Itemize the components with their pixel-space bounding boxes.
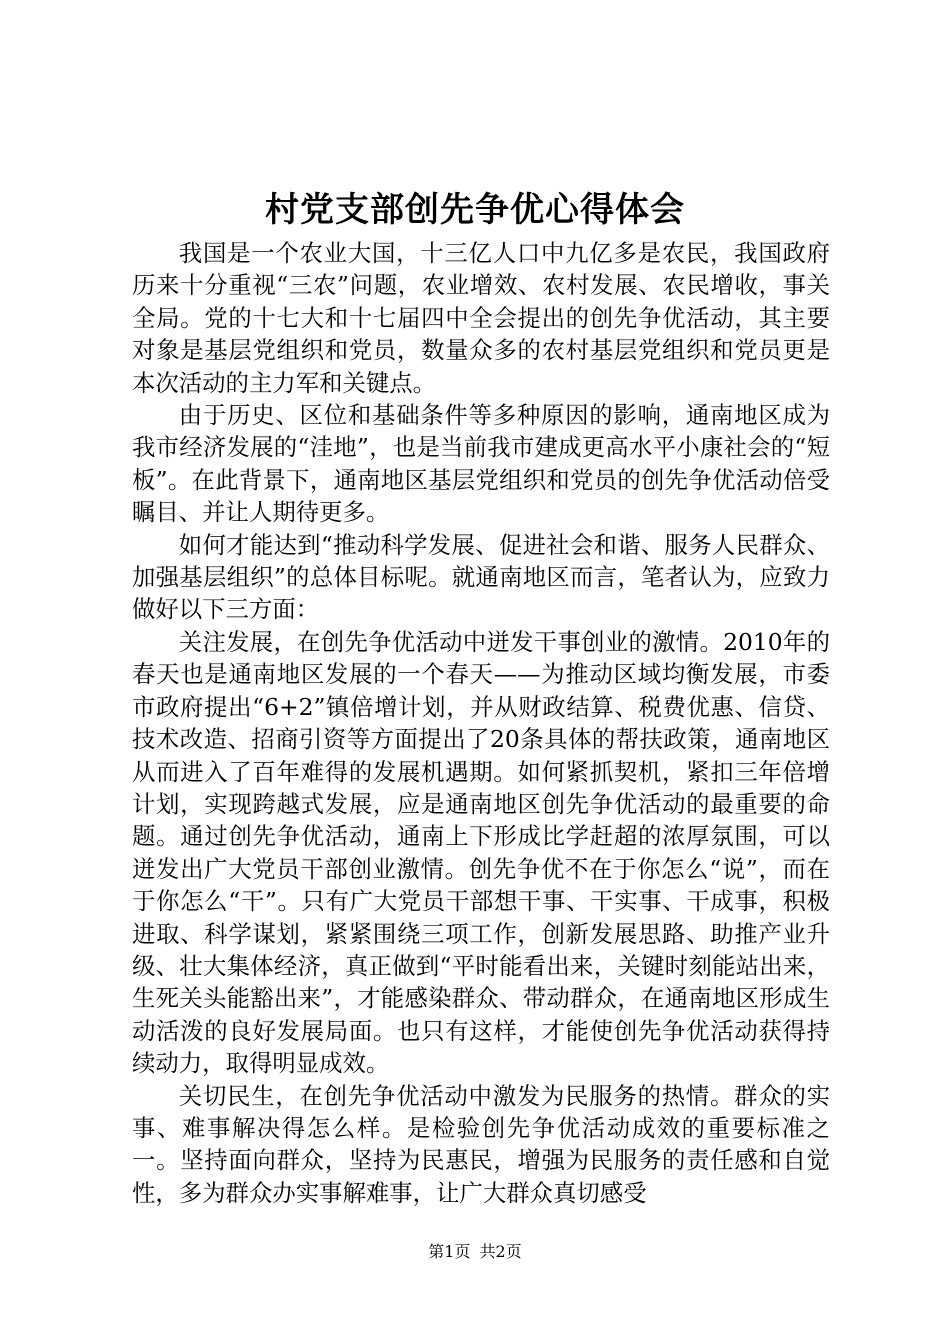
paragraph: 关切民生，在创先争优活动中激发为民服务的热情。群众的实事、难事解决得怎么样。是检验创先争优活动成效的重要标准之一。坚持面向群众，坚持为民惠民，增强为民服务的责任感和自觉性，多为群众办实事解难事，让广大群众真切感受 xyxy=(132,1081,830,1207)
document-title: 村党支部创先争优心得体会 xyxy=(265,190,685,230)
paragraph: 我国是一个农业大国，十三亿人口中九亿多是农民，我国政府历来十分重视“三农”问题，农业增效、农村发展、农民增收，事关全局。党的十七大和十七届四中全会提出的创先争优活动，其主要对象是基层党组织和党员，数量众多的农村基层党组织和党员更是本次活动的主力军和关键点。 xyxy=(132,239,830,397)
document-body xyxy=(132,237,830,1209)
page-total: 共2页 xyxy=(479,1242,522,1261)
paragraph: 关注发展，在创先争优活动中迸发干事创业的激情。2010年的春天也是通南地区发展的一个春天——为推动区域均衡发展，市委市政府提出“6+2”镇倍增计划，并从财政结算、税费优惠、信贷、技术改造、招商引资等方面提出了20条具体的帮扶政策，通南地区从而进入了百年难得的发展机遇期。如何紧抓契机，紧扣三年倍增计划，实现跨越式发展，应是通南地区创先争优活动的最重要的命题。通过创先争优活动，通南上下形成比学赶超的浓厚氛围，可以迸发出广大党员干部创业激情。创先争优不在于你怎么“说”，而在于你怎么“干”。只有广大党员干部想干事、干实事、干成事，积极进取、科学谋划，紧紧围绕三项工作，创新发展思路、助推产业升级、壮大集体经济，真正做到“平时能看出来，关键时刻能站出来，生死关头能豁出来”，才能感染群众、带动群众，在通南地区形成生动活泼的良好发展局面。也只有这样，才能使创先争优活动获得持续动力，取得明显成效。 xyxy=(132,627,830,1078)
paragraph: 如何才能达到“推动科学发展、促进社会和谐、服务人民群众、加强基层组织”的总体目标呢。就通南地区而言，笔者认为，应致力做好以下三方面： xyxy=(132,530,830,624)
paragraph: 由于历史、区位和基础条件等多种原因的影响，通南地区成为我市经济发展的“洼地”，也是当前我市建成更高水平小康社会的“短板”。在此背景下，通南地区基层党组织和党员的创先争优活动倍受瞩目、并让人期待更多。 xyxy=(132,401,830,527)
page-number: 第1页 xyxy=(428,1242,471,1261)
page-footer xyxy=(0,1241,950,1263)
